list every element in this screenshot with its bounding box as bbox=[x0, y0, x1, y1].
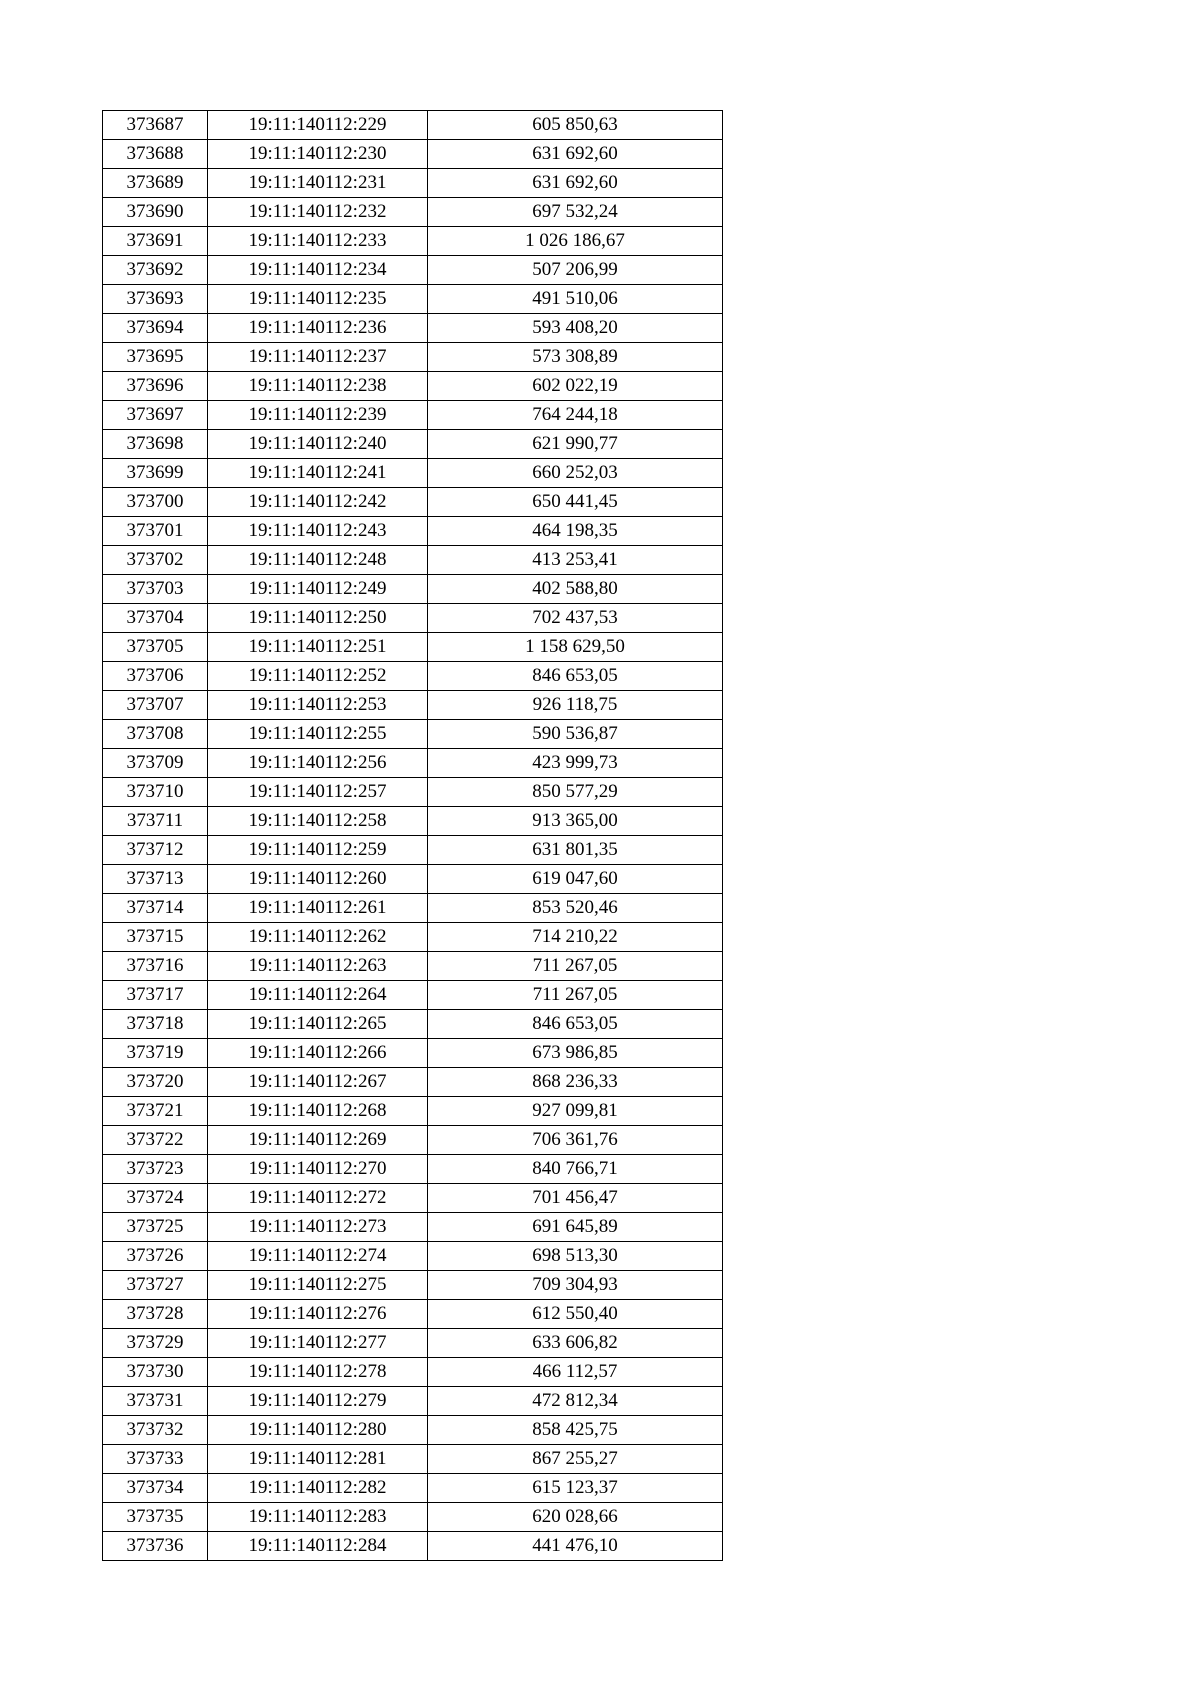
row-number-cell: 373700 bbox=[103, 488, 208, 517]
table-row bbox=[103, 981, 723, 1010]
cadastral-number-cell: 19:11:140112:282 bbox=[208, 1474, 428, 1503]
value-cell: 1 158 629,50 bbox=[428, 633, 723, 662]
row-number-cell: 373722 bbox=[103, 1126, 208, 1155]
table-row bbox=[103, 807, 723, 836]
value-cell: 714 210,22 bbox=[428, 923, 723, 952]
table-row bbox=[103, 401, 723, 430]
value-cell: 615 123,37 bbox=[428, 1474, 723, 1503]
cadastral-number-cell: 19:11:140112:272 bbox=[208, 1184, 428, 1213]
cadastral-number-cell: 19:11:140112:234 bbox=[208, 256, 428, 285]
value-cell: 631 692,60 bbox=[428, 140, 723, 169]
row-number-cell: 373717 bbox=[103, 981, 208, 1010]
table-row bbox=[103, 1039, 723, 1068]
cadastral-number-cell: 19:11:140112:268 bbox=[208, 1097, 428, 1126]
value-cell: 620 028,66 bbox=[428, 1503, 723, 1532]
row-number-cell: 373696 bbox=[103, 372, 208, 401]
row-number-cell: 373736 bbox=[103, 1532, 208, 1561]
value-cell: 633 606,82 bbox=[428, 1329, 723, 1358]
table-row bbox=[103, 778, 723, 807]
row-number-cell: 373710 bbox=[103, 778, 208, 807]
row-number-cell: 373721 bbox=[103, 1097, 208, 1126]
cadastral-number-cell: 19:11:140112:277 bbox=[208, 1329, 428, 1358]
table-row bbox=[103, 111, 723, 140]
row-number-cell: 373691 bbox=[103, 227, 208, 256]
row-number-cell: 373719 bbox=[103, 1039, 208, 1068]
value-cell: 590 536,87 bbox=[428, 720, 723, 749]
cadastral-number-cell: 19:11:140112:250 bbox=[208, 604, 428, 633]
cadastral-number-cell: 19:11:140112:229 bbox=[208, 111, 428, 140]
cadastral-number-cell: 19:11:140112:267 bbox=[208, 1068, 428, 1097]
value-cell: 846 653,05 bbox=[428, 662, 723, 691]
table-row bbox=[103, 1010, 723, 1039]
value-cell: 698 513,30 bbox=[428, 1242, 723, 1271]
row-number-cell: 373695 bbox=[103, 343, 208, 372]
cadastral-number-cell: 19:11:140112:269 bbox=[208, 1126, 428, 1155]
cadastral-number-cell: 19:11:140112:259 bbox=[208, 836, 428, 865]
value-cell: 840 766,71 bbox=[428, 1155, 723, 1184]
cadastral-number-cell: 19:11:140112:275 bbox=[208, 1271, 428, 1300]
table-row bbox=[103, 1532, 723, 1561]
table-row bbox=[103, 459, 723, 488]
row-number-cell: 373711 bbox=[103, 807, 208, 836]
table-row bbox=[103, 1213, 723, 1242]
cadastral-number-cell: 19:11:140112:266 bbox=[208, 1039, 428, 1068]
value-cell: 619 047,60 bbox=[428, 865, 723, 894]
value-cell: 846 653,05 bbox=[428, 1010, 723, 1039]
table-row bbox=[103, 343, 723, 372]
row-number-cell: 373688 bbox=[103, 140, 208, 169]
value-cell: 926 118,75 bbox=[428, 691, 723, 720]
value-cell: 631 801,35 bbox=[428, 836, 723, 865]
row-number-cell: 373727 bbox=[103, 1271, 208, 1300]
value-cell: 706 361,76 bbox=[428, 1126, 723, 1155]
table-row bbox=[103, 1097, 723, 1126]
cadastral-number-cell: 19:11:140112:240 bbox=[208, 430, 428, 459]
value-cell: 464 198,35 bbox=[428, 517, 723, 546]
cadastral-number-cell: 19:11:140112:233 bbox=[208, 227, 428, 256]
table-row bbox=[103, 691, 723, 720]
table-row bbox=[103, 1068, 723, 1097]
table-row bbox=[103, 604, 723, 633]
table-row bbox=[103, 1242, 723, 1271]
cadastral-number-cell: 19:11:140112:265 bbox=[208, 1010, 428, 1039]
cadastral-number-cell: 19:11:140112:241 bbox=[208, 459, 428, 488]
row-number-cell: 373715 bbox=[103, 923, 208, 952]
cadastral-number-cell: 19:11:140112:238 bbox=[208, 372, 428, 401]
table-row bbox=[103, 517, 723, 546]
cadastral-number-cell: 19:11:140112:236 bbox=[208, 314, 428, 343]
cadastral-value-table bbox=[102, 110, 723, 1561]
value-cell: 711 267,05 bbox=[428, 981, 723, 1010]
row-number-cell: 373698 bbox=[103, 430, 208, 459]
value-cell: 472 812,34 bbox=[428, 1387, 723, 1416]
value-cell: 701 456,47 bbox=[428, 1184, 723, 1213]
cadastral-number-cell: 19:11:140112:261 bbox=[208, 894, 428, 923]
row-number-cell: 373709 bbox=[103, 749, 208, 778]
value-cell: 612 550,40 bbox=[428, 1300, 723, 1329]
row-number-cell: 373703 bbox=[103, 575, 208, 604]
table-row bbox=[103, 430, 723, 459]
table-body bbox=[103, 111, 723, 1561]
value-cell: 853 520,46 bbox=[428, 894, 723, 923]
row-number-cell: 373701 bbox=[103, 517, 208, 546]
row-number-cell: 373690 bbox=[103, 198, 208, 227]
cadastral-number-cell: 19:11:140112:249 bbox=[208, 575, 428, 604]
value-cell: 621 990,77 bbox=[428, 430, 723, 459]
row-number-cell: 373731 bbox=[103, 1387, 208, 1416]
cadastral-number-cell: 19:11:140112:283 bbox=[208, 1503, 428, 1532]
cadastral-number-cell: 19:11:140112:239 bbox=[208, 401, 428, 430]
value-cell: 402 588,80 bbox=[428, 575, 723, 604]
value-cell: 673 986,85 bbox=[428, 1039, 723, 1068]
value-cell: 423 999,73 bbox=[428, 749, 723, 778]
row-number-cell: 373706 bbox=[103, 662, 208, 691]
cadastral-number-cell: 19:11:140112:273 bbox=[208, 1213, 428, 1242]
row-number-cell: 373718 bbox=[103, 1010, 208, 1039]
table-row bbox=[103, 1387, 723, 1416]
cadastral-number-cell: 19:11:140112:262 bbox=[208, 923, 428, 952]
value-cell: 631 692,60 bbox=[428, 169, 723, 198]
table-row bbox=[103, 546, 723, 575]
row-number-cell: 373733 bbox=[103, 1445, 208, 1474]
cadastral-number-cell: 19:11:140112:280 bbox=[208, 1416, 428, 1445]
cadastral-number-cell: 19:11:140112:284 bbox=[208, 1532, 428, 1561]
value-cell: 466 112,57 bbox=[428, 1358, 723, 1387]
cadastral-number-cell: 19:11:140112:256 bbox=[208, 749, 428, 778]
row-number-cell: 373728 bbox=[103, 1300, 208, 1329]
cadastral-number-cell: 19:11:140112:248 bbox=[208, 546, 428, 575]
table-row bbox=[103, 169, 723, 198]
table-row bbox=[103, 865, 723, 894]
value-cell: 850 577,29 bbox=[428, 778, 723, 807]
table-row bbox=[103, 227, 723, 256]
table-row bbox=[103, 1503, 723, 1532]
row-number-cell: 373720 bbox=[103, 1068, 208, 1097]
row-number-cell: 373730 bbox=[103, 1358, 208, 1387]
table-row bbox=[103, 256, 723, 285]
row-number-cell: 373687 bbox=[103, 111, 208, 140]
value-cell: 573 308,89 bbox=[428, 343, 723, 372]
table-row bbox=[103, 1329, 723, 1358]
row-number-cell: 373726 bbox=[103, 1242, 208, 1271]
table-row bbox=[103, 1300, 723, 1329]
row-number-cell: 373689 bbox=[103, 169, 208, 198]
cadastral-number-cell: 19:11:140112:264 bbox=[208, 981, 428, 1010]
table-row bbox=[103, 662, 723, 691]
value-cell: 764 244,18 bbox=[428, 401, 723, 430]
row-number-cell: 373694 bbox=[103, 314, 208, 343]
table-row bbox=[103, 1358, 723, 1387]
row-number-cell: 373692 bbox=[103, 256, 208, 285]
table-row bbox=[103, 1445, 723, 1474]
table-row bbox=[103, 720, 723, 749]
value-cell: 867 255,27 bbox=[428, 1445, 723, 1474]
cadastral-number-cell: 19:11:140112:237 bbox=[208, 343, 428, 372]
cadastral-number-cell: 19:11:140112:242 bbox=[208, 488, 428, 517]
row-number-cell: 373724 bbox=[103, 1184, 208, 1213]
value-cell: 702 437,53 bbox=[428, 604, 723, 633]
cadastral-number-cell: 19:11:140112:279 bbox=[208, 1387, 428, 1416]
row-number-cell: 373732 bbox=[103, 1416, 208, 1445]
table-row bbox=[103, 314, 723, 343]
table-row bbox=[103, 1184, 723, 1213]
value-cell: 691 645,89 bbox=[428, 1213, 723, 1242]
cadastral-number-cell: 19:11:140112:263 bbox=[208, 952, 428, 981]
cadastral-number-cell: 19:11:140112:278 bbox=[208, 1358, 428, 1387]
table-row bbox=[103, 952, 723, 981]
row-number-cell: 373725 bbox=[103, 1213, 208, 1242]
cadastral-number-cell: 19:11:140112:231 bbox=[208, 169, 428, 198]
table-row bbox=[103, 1474, 723, 1503]
table-row bbox=[103, 1155, 723, 1184]
row-number-cell: 373702 bbox=[103, 546, 208, 575]
value-cell: 709 304,93 bbox=[428, 1271, 723, 1300]
cadastral-number-cell: 19:11:140112:260 bbox=[208, 865, 428, 894]
value-cell: 413 253,41 bbox=[428, 546, 723, 575]
value-cell: 868 236,33 bbox=[428, 1068, 723, 1097]
cadastral-number-cell: 19:11:140112:270 bbox=[208, 1155, 428, 1184]
table-row bbox=[103, 140, 723, 169]
value-cell: 507 206,99 bbox=[428, 256, 723, 285]
row-number-cell: 373735 bbox=[103, 1503, 208, 1532]
table-row bbox=[103, 749, 723, 778]
value-cell: 927 099,81 bbox=[428, 1097, 723, 1126]
cadastral-number-cell: 19:11:140112:243 bbox=[208, 517, 428, 546]
row-number-cell: 373723 bbox=[103, 1155, 208, 1184]
value-cell: 650 441,45 bbox=[428, 488, 723, 517]
row-number-cell: 373713 bbox=[103, 865, 208, 894]
cadastral-number-cell: 19:11:140112:255 bbox=[208, 720, 428, 749]
table-row bbox=[103, 285, 723, 314]
table-row bbox=[103, 1271, 723, 1300]
row-number-cell: 373699 bbox=[103, 459, 208, 488]
row-number-cell: 373707 bbox=[103, 691, 208, 720]
value-cell: 660 252,03 bbox=[428, 459, 723, 488]
table-row bbox=[103, 372, 723, 401]
value-cell: 711 267,05 bbox=[428, 952, 723, 981]
row-number-cell: 373704 bbox=[103, 604, 208, 633]
value-cell: 697 532,24 bbox=[428, 198, 723, 227]
row-number-cell: 373708 bbox=[103, 720, 208, 749]
row-number-cell: 373712 bbox=[103, 836, 208, 865]
value-cell: 593 408,20 bbox=[428, 314, 723, 343]
value-cell: 605 850,63 bbox=[428, 111, 723, 140]
value-cell: 491 510,06 bbox=[428, 285, 723, 314]
value-cell: 441 476,10 bbox=[428, 1532, 723, 1561]
value-cell: 602 022,19 bbox=[428, 372, 723, 401]
cadastral-number-cell: 19:11:140112:276 bbox=[208, 1300, 428, 1329]
table-row bbox=[103, 1126, 723, 1155]
cadastral-number-cell: 19:11:140112:281 bbox=[208, 1445, 428, 1474]
table-row bbox=[103, 488, 723, 517]
cadastral-number-cell: 19:11:140112:251 bbox=[208, 633, 428, 662]
table-row bbox=[103, 894, 723, 923]
table-row bbox=[103, 633, 723, 662]
value-cell: 858 425,75 bbox=[428, 1416, 723, 1445]
cadastral-number-cell: 19:11:140112:257 bbox=[208, 778, 428, 807]
table-row bbox=[103, 1416, 723, 1445]
table-row bbox=[103, 575, 723, 604]
table-row bbox=[103, 198, 723, 227]
row-number-cell: 373693 bbox=[103, 285, 208, 314]
row-number-cell: 373705 bbox=[103, 633, 208, 662]
table-row bbox=[103, 836, 723, 865]
value-cell: 913 365,00 bbox=[428, 807, 723, 836]
table-row bbox=[103, 923, 723, 952]
row-number-cell: 373729 bbox=[103, 1329, 208, 1358]
cadastral-number-cell: 19:11:140112:230 bbox=[208, 140, 428, 169]
cadastral-number-cell: 19:11:140112:235 bbox=[208, 285, 428, 314]
cadastral-number-cell: 19:11:140112:258 bbox=[208, 807, 428, 836]
cadastral-number-cell: 19:11:140112:253 bbox=[208, 691, 428, 720]
value-cell: 1 026 186,67 bbox=[428, 227, 723, 256]
cadastral-number-cell: 19:11:140112:274 bbox=[208, 1242, 428, 1271]
row-number-cell: 373697 bbox=[103, 401, 208, 430]
cadastral-number-cell: 19:11:140112:252 bbox=[208, 662, 428, 691]
cadastral-number-cell: 19:11:140112:232 bbox=[208, 198, 428, 227]
row-number-cell: 373734 bbox=[103, 1474, 208, 1503]
row-number-cell: 373714 bbox=[103, 894, 208, 923]
row-number-cell: 373716 bbox=[103, 952, 208, 981]
